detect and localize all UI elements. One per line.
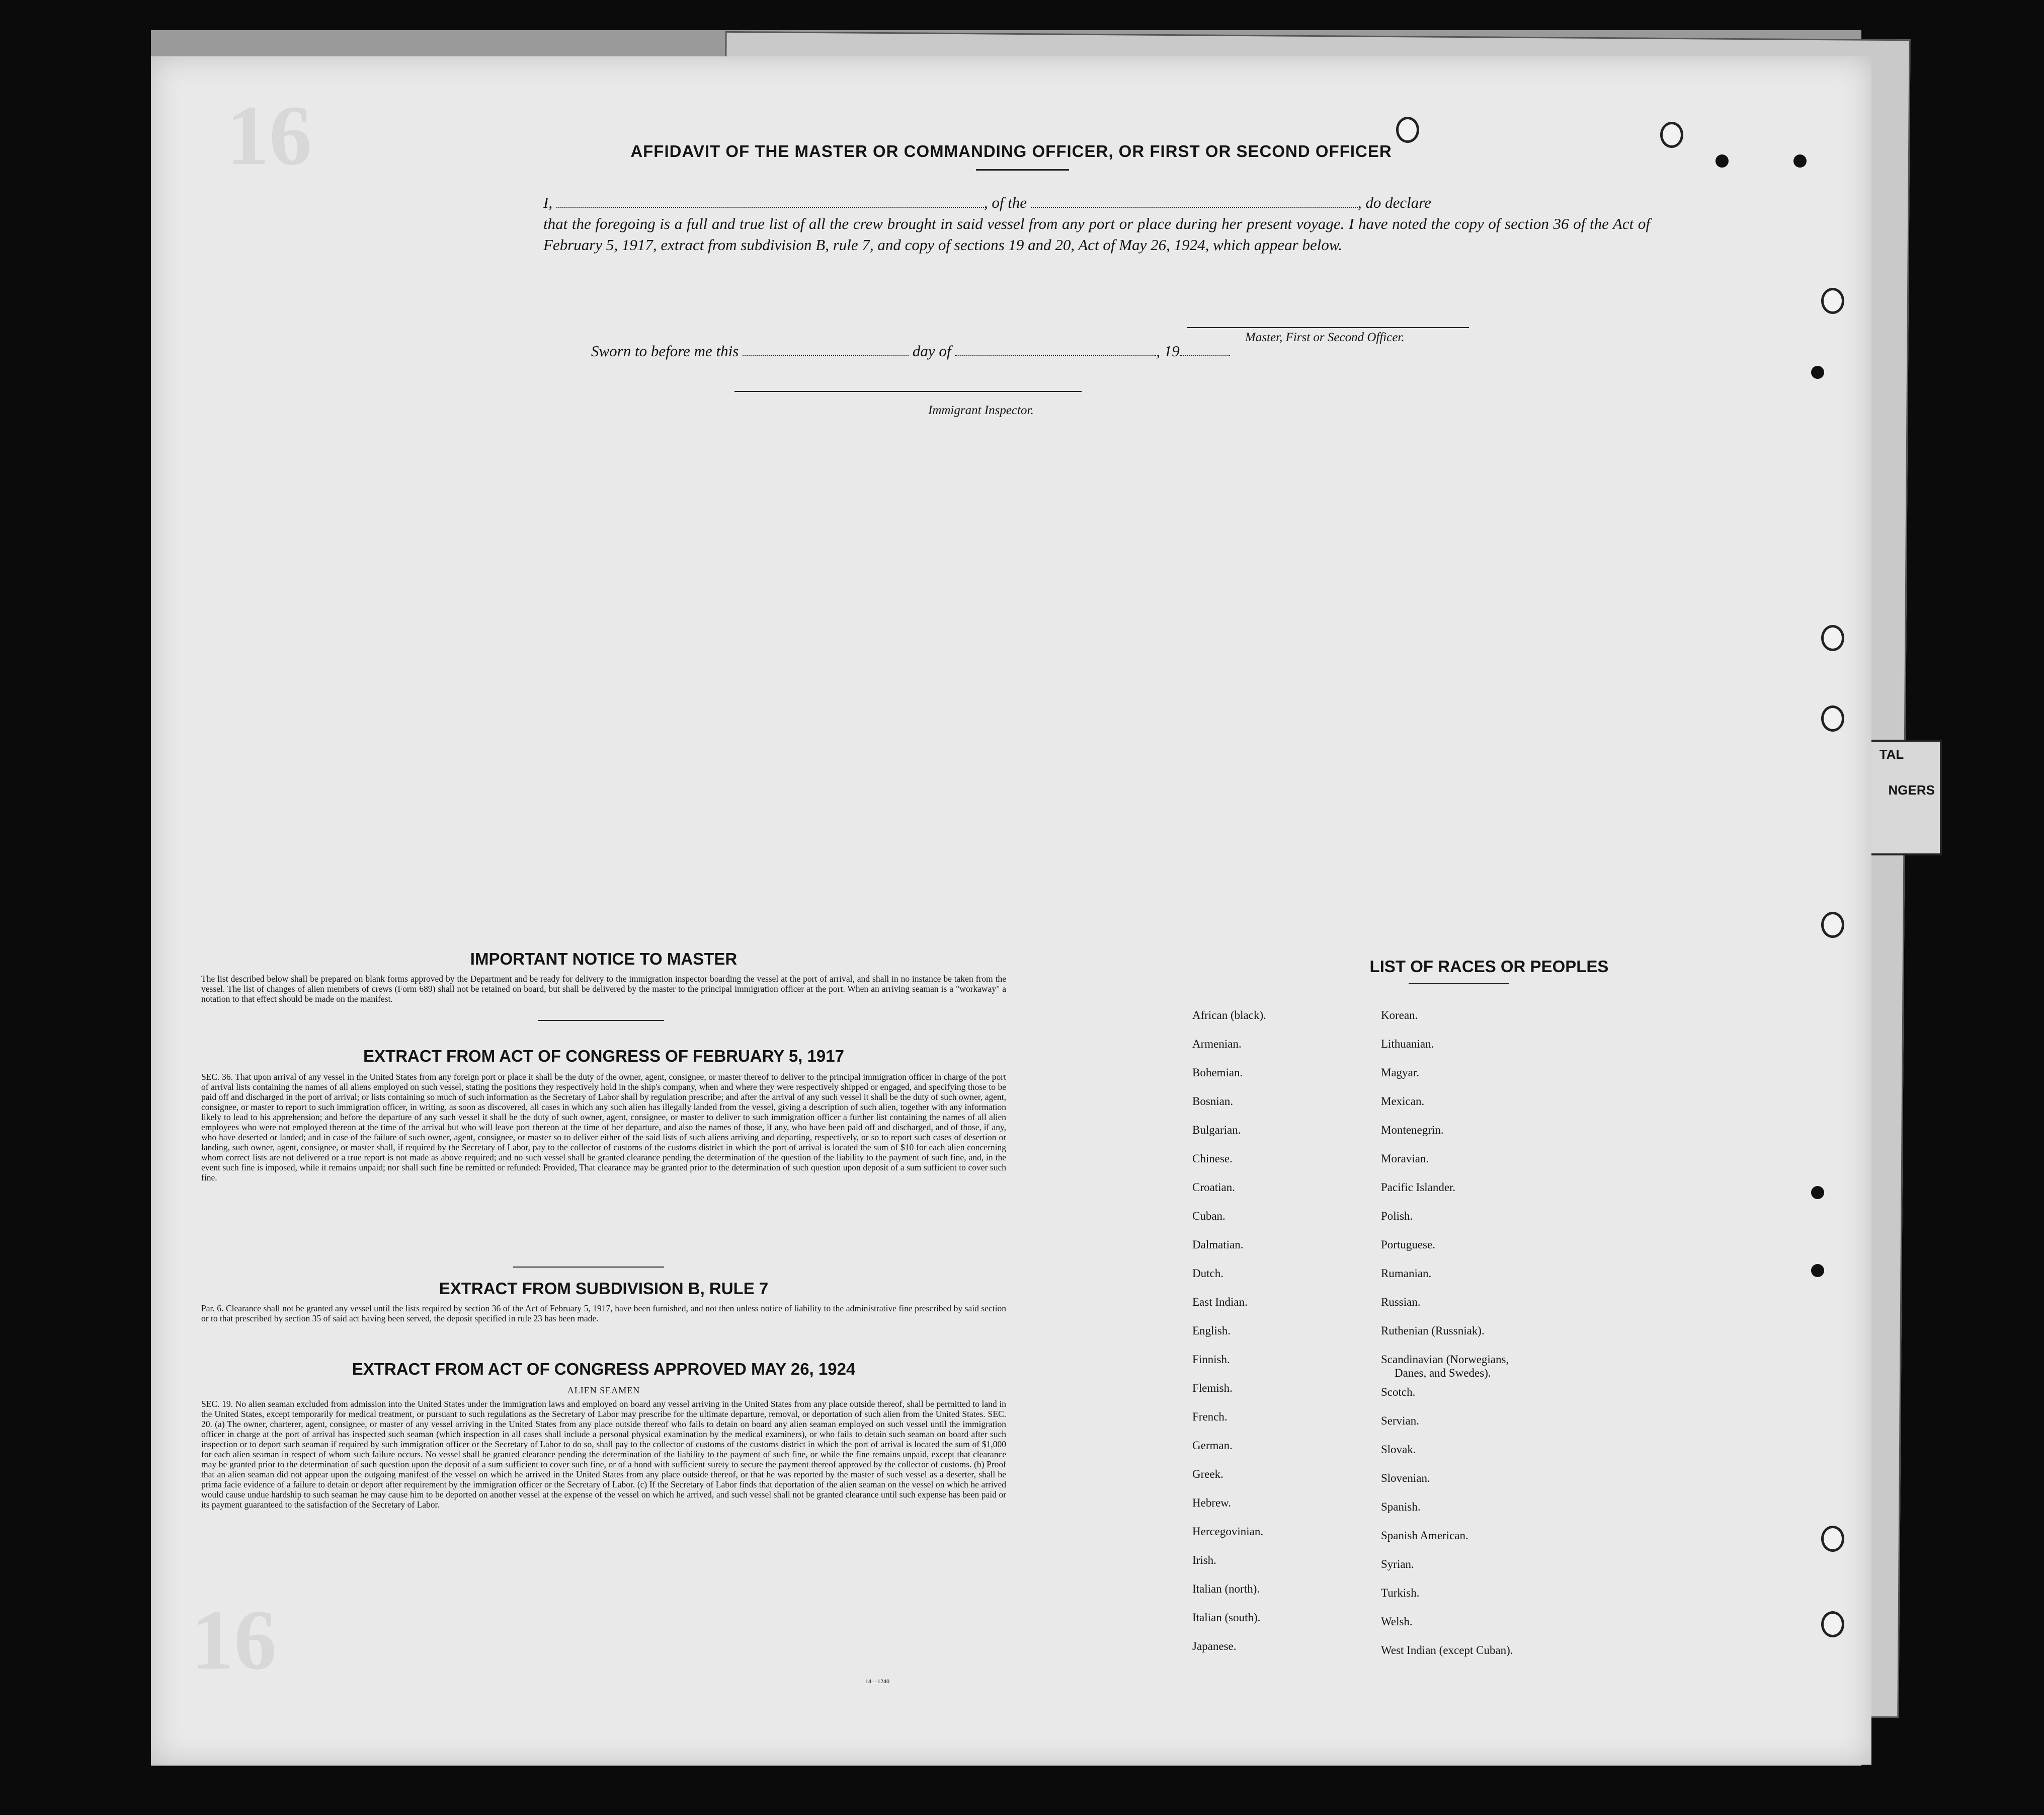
punch-hole bbox=[1821, 625, 1844, 651]
race-item: Scandinavian (Norwegians, bbox=[1381, 1353, 1509, 1366]
signer-label: Master, First or Second Officer. bbox=[1245, 331, 1405, 344]
year-label: , 19 bbox=[1156, 342, 1180, 360]
punch-hole-dark bbox=[1811, 1186, 1824, 1199]
race-item: Turkish. bbox=[1381, 1587, 1420, 1599]
race-item: Danes, and Swedes). bbox=[1395, 1367, 1491, 1379]
race-item: Scotch. bbox=[1381, 1386, 1416, 1398]
race-item: Moravian. bbox=[1381, 1152, 1429, 1165]
race-item: West Indian (except Cuban). bbox=[1381, 1644, 1513, 1656]
race-item: English. bbox=[1192, 1324, 1231, 1337]
document-page bbox=[151, 56, 1871, 1765]
race-item: Servian. bbox=[1381, 1414, 1420, 1427]
race-item: Russian. bbox=[1381, 1296, 1421, 1308]
master-name-blank[interactable] bbox=[556, 197, 984, 208]
punch-hole-dark bbox=[1811, 366, 1824, 379]
race-item: Montenegrin. bbox=[1381, 1124, 1444, 1136]
extract-1924-text: SEC. 19. No alien seaman excluded from admission into the United States under the immigration laws and employed on board any vessel arriving in the United States from any place outside thereof, shall be permitted to land in the United States, except temporarily for medical treatment, or pursuant to such regulations as the Secretary of Labor may prescribe for the ultimate departure, removal, or deportation of such alien from the United States. SEC. 20. (a) The owner, charterer, agent, consignee, or master of any vessel arriving in the United States from any place outside thereof who fails to detain on board any alien seaman employed on such vessel until the immigration officer in charge at the port of arrival has inspected such seaman (which inspection in all cases shall include a personal physical examination by the medical examiners), or who fails to detain such seaman on board after such inspection or to deport such seaman if required by such immigration officer or the Secretary of Labor to do so, shall pay to the collector of customs of the customs district in which the port of arrival is located the sum of $1,000 for each alien seaman in respect of whom such failure occurs. No vessel shall be granted clearance pending the determination of the liability to the payment of such fine, or while the fine remains unpaid, except that clearance may be granted prior to the determination of such question upon the deposit of a sum sufficient to cover such fine, or of a bond with sufficient surety to secure the payment thereof approved by the collector of customs. (b) Proof that an alien seaman did not appear upon the outgoing manifest of the vessel on which he arrived in the United States from any place outside thereof, or that he was reported by the master of such vessel as a deserter, shall be prima facie evidence of a failure to detain or deport after requirement by the immigration officer or the Secretary of Labor. (c) If the Secretary of Labor finds that deportation of the alien seaman on the vessel on which he arrived would cause undue hardship to such seaman he may cause him to be deported on another vessel at the expense of the vessel on which he arrived, and such vessel shall not be granted clearance until such expense has been paid or its payment guaranteed to the satisfaction of the Secretary of Labor. bbox=[201, 1399, 1006, 1510]
race-item: Syrian. bbox=[1381, 1558, 1414, 1570]
race-item: Mexican. bbox=[1381, 1095, 1425, 1108]
race-item: Spanish. bbox=[1381, 1501, 1421, 1513]
race-item: Korean. bbox=[1381, 1009, 1418, 1021]
extract-1917-text: SEC. 36. That upon arrival of any vessel in the United States from any foreign port or place it shall be the duty of the owner, agent, consignee, or master thereof to deliver to the principal immigration officer in charge of the port of arrival lists containing the names of all aliens employed on such vessel, stating the positions they respectively hold in the ship's company, when and where they were respectively shipped or engaged, and specifying those to be paid off and discharged in the port of arrival; or lists containing so much of such information as the Secretary of Labor shall by regulation prescribe; and after the arrival of any such vessel it shall be the duty of such owner, agent, consignee, or master to report to such immigration officer, in writing, as soon as discovered, all cases in which any such alien has illegally landed from the vessel, giving a description of such alien, together with any information likely to lead to his apprehension; and before the departure of any such vessel it shall be the duty of such owner, agent, consignee, or master to deliver to such immigration officer a further list containing the names of all alien employees who were not employed thereon at the time of the arrival but who will leave port thereon at the time of her departure, and also the names of those, if any, who have been paid off and discharged, and of those, if any, who have deserted or landed; and in case of the failure of such owner, agent, consignee, or master so to deliver either of the said lists of such aliens arriving and departing, respectively, or so to report such cases of desertion or landing, such owner, agent, consignee, or master shall, if required by the Secretary of Labor, pay to the collector of customs of the customs district in which the port of arrival is located the sum of $10 for each alien concerning whom correct lists are not delivered or a true report is not made as above required; and no such vessel shall be granted clearance pending the determination of the question of the liability to the payment of such fine, and, in the event such fine is imposed, while it remains unpaid; nor shall such fine be remitted or refunded: Provided, That clearance may be granted prior to the determination of such question upon deposit of a sum sufficient to cover such fine. bbox=[201, 1072, 1006, 1182]
race-item: Armenian. bbox=[1192, 1038, 1242, 1050]
race-item: Spanish American. bbox=[1381, 1529, 1468, 1542]
punch-hole bbox=[1821, 912, 1844, 938]
race-item: East Indian. bbox=[1192, 1296, 1248, 1308]
sworn-line bbox=[591, 341, 1396, 362]
race-item: Hebrew. bbox=[1192, 1496, 1232, 1509]
punch-hole bbox=[1821, 288, 1844, 314]
race-item: Hercegovinian. bbox=[1192, 1525, 1264, 1538]
sworn-label: Sworn to before me this bbox=[591, 342, 739, 360]
race-item: Slovenian. bbox=[1381, 1472, 1430, 1484]
race-item: Dutch. bbox=[1192, 1267, 1223, 1280]
notice-title: IMPORTANT NOTICE TO MASTER bbox=[470, 950, 738, 968]
ghost-page-number: 16 bbox=[226, 88, 312, 183]
race-item: Portuguese. bbox=[1381, 1238, 1435, 1251]
divider bbox=[538, 1020, 664, 1021]
inspector-signature-line[interactable] bbox=[734, 391, 1082, 392]
affidavit-line1 bbox=[543, 192, 1650, 213]
sworn-year-blank[interactable] bbox=[1180, 345, 1230, 356]
race-item: Greek. bbox=[1192, 1468, 1223, 1480]
race-item: Croatian. bbox=[1192, 1181, 1235, 1194]
day-of-label: day of bbox=[912, 342, 951, 360]
title-underline bbox=[976, 169, 1069, 171]
sworn-day-blank[interactable] bbox=[743, 345, 909, 356]
race-item: African (black). bbox=[1192, 1009, 1266, 1021]
punch-hole bbox=[1396, 117, 1419, 143]
race-item: Bosnian. bbox=[1192, 1095, 1234, 1108]
affidavit-title: AFFIDAVIT OF THE MASTER OR COMMANDING OFFICER, OR FIRST OR SECOND OFFICER bbox=[630, 142, 1392, 161]
race-item: Italian (south). bbox=[1192, 1611, 1261, 1624]
race-item: Welsh. bbox=[1381, 1615, 1413, 1628]
extract-1917-title: EXTRACT FROM ACT OF CONGRESS OF FEBRUARY 5, 1917 bbox=[363, 1047, 844, 1065]
race-item: Dalmatian. bbox=[1192, 1238, 1244, 1251]
race-item: Chinese. bbox=[1192, 1152, 1233, 1165]
race-item: French. bbox=[1192, 1410, 1228, 1423]
races-underline bbox=[1409, 983, 1509, 984]
punch-hole-dark bbox=[1811, 1264, 1824, 1277]
race-item: Cuban. bbox=[1192, 1210, 1225, 1222]
race-item: Irish. bbox=[1192, 1554, 1216, 1566]
affidavit-text bbox=[543, 192, 1650, 256]
affidavit-body: that the foregoing is a full and true list of all the crew brought in said vessel from any port or place during her present voyage. I have noted the copy of section 36 of the Act of February 5, 1917, extract from subdivision B, rule 7, and copy of sections 19 and 20, Act of May 26, 1924, which appear below. bbox=[543, 215, 1650, 254]
extract-1924-subtitle: ALIEN SEAMEN bbox=[567, 1385, 640, 1395]
race-item: Slovak. bbox=[1381, 1443, 1416, 1456]
side-tab-line2: NGERS bbox=[1888, 782, 1935, 798]
race-item: Italian (north). bbox=[1192, 1583, 1260, 1595]
rule7-title: EXTRACT FROM SUBDIVISION B, RULE 7 bbox=[439, 1279, 769, 1298]
ghost-rows bbox=[352, 449, 370, 625]
race-item: Polish. bbox=[1381, 1210, 1413, 1222]
divider bbox=[513, 1267, 664, 1268]
race-item: Japanese. bbox=[1192, 1640, 1237, 1652]
form-number: 14—1240 bbox=[865, 1678, 889, 1685]
label-i: I, bbox=[543, 194, 553, 211]
race-item: Bulgarian. bbox=[1192, 1124, 1241, 1136]
sworn-month-blank[interactable] bbox=[955, 345, 1156, 356]
punch-hole bbox=[1821, 705, 1844, 732]
notice-text: The list described below shall be prepared on blank forms approved by the Department and be ready for delivery to the immigration inspector boarding the vessel at the port of arrival, and shall in no instance be taken from the vessel. The list of changes of alien members of crews (Form 689) shall not be retained on board, but shall be delivered by the master to the principal immigration officer at the port. When an arriving seaman is a "workaway" a notation to that effect should be made on the manifest. bbox=[201, 974, 1006, 1004]
race-item: Rumanian. bbox=[1381, 1267, 1432, 1280]
punch-hole bbox=[1821, 1526, 1844, 1552]
inspector-label: Immigrant Inspector. bbox=[928, 404, 1034, 417]
vessel-name-blank[interactable] bbox=[1031, 197, 1358, 208]
race-item: Pacific Islander. bbox=[1381, 1181, 1456, 1194]
race-item: Finnish. bbox=[1192, 1353, 1230, 1366]
race-item: German. bbox=[1192, 1439, 1233, 1452]
race-item: Magyar. bbox=[1381, 1066, 1420, 1079]
label-of-the: , of the bbox=[984, 194, 1027, 211]
race-item: Flemish. bbox=[1192, 1382, 1233, 1394]
label-do-declare: , do declare bbox=[1357, 194, 1431, 211]
side-tab-line1: TAL bbox=[1879, 747, 1904, 762]
extract-1924-title: EXTRACT FROM ACT OF CONGRESS APPROVED MAY 26, 1924 bbox=[352, 1360, 856, 1378]
ghost-page-number-bottom: 16 bbox=[191, 1593, 277, 1687]
race-item: Ruthenian (Russniak). bbox=[1381, 1324, 1485, 1337]
races-title: LIST OF RACES OR PEOPLES bbox=[1369, 957, 1609, 976]
rule7-text: Par. 6. Clearance shall not be granted any vessel until the lists required by section 36 of the Act of February 5, 1917, have been furnished, and not then unless notice of liability to the administrative fine prescribed by said section or to that prescribed by section 35 of said act having been served, the deposit specified in rule 23 has been made. bbox=[201, 1303, 1006, 1323]
race-item: Lithuanian. bbox=[1381, 1038, 1434, 1050]
race-item: Bohemian. bbox=[1192, 1066, 1243, 1079]
signature-line[interactable] bbox=[1187, 327, 1469, 328]
punch-hole bbox=[1821, 1611, 1844, 1637]
